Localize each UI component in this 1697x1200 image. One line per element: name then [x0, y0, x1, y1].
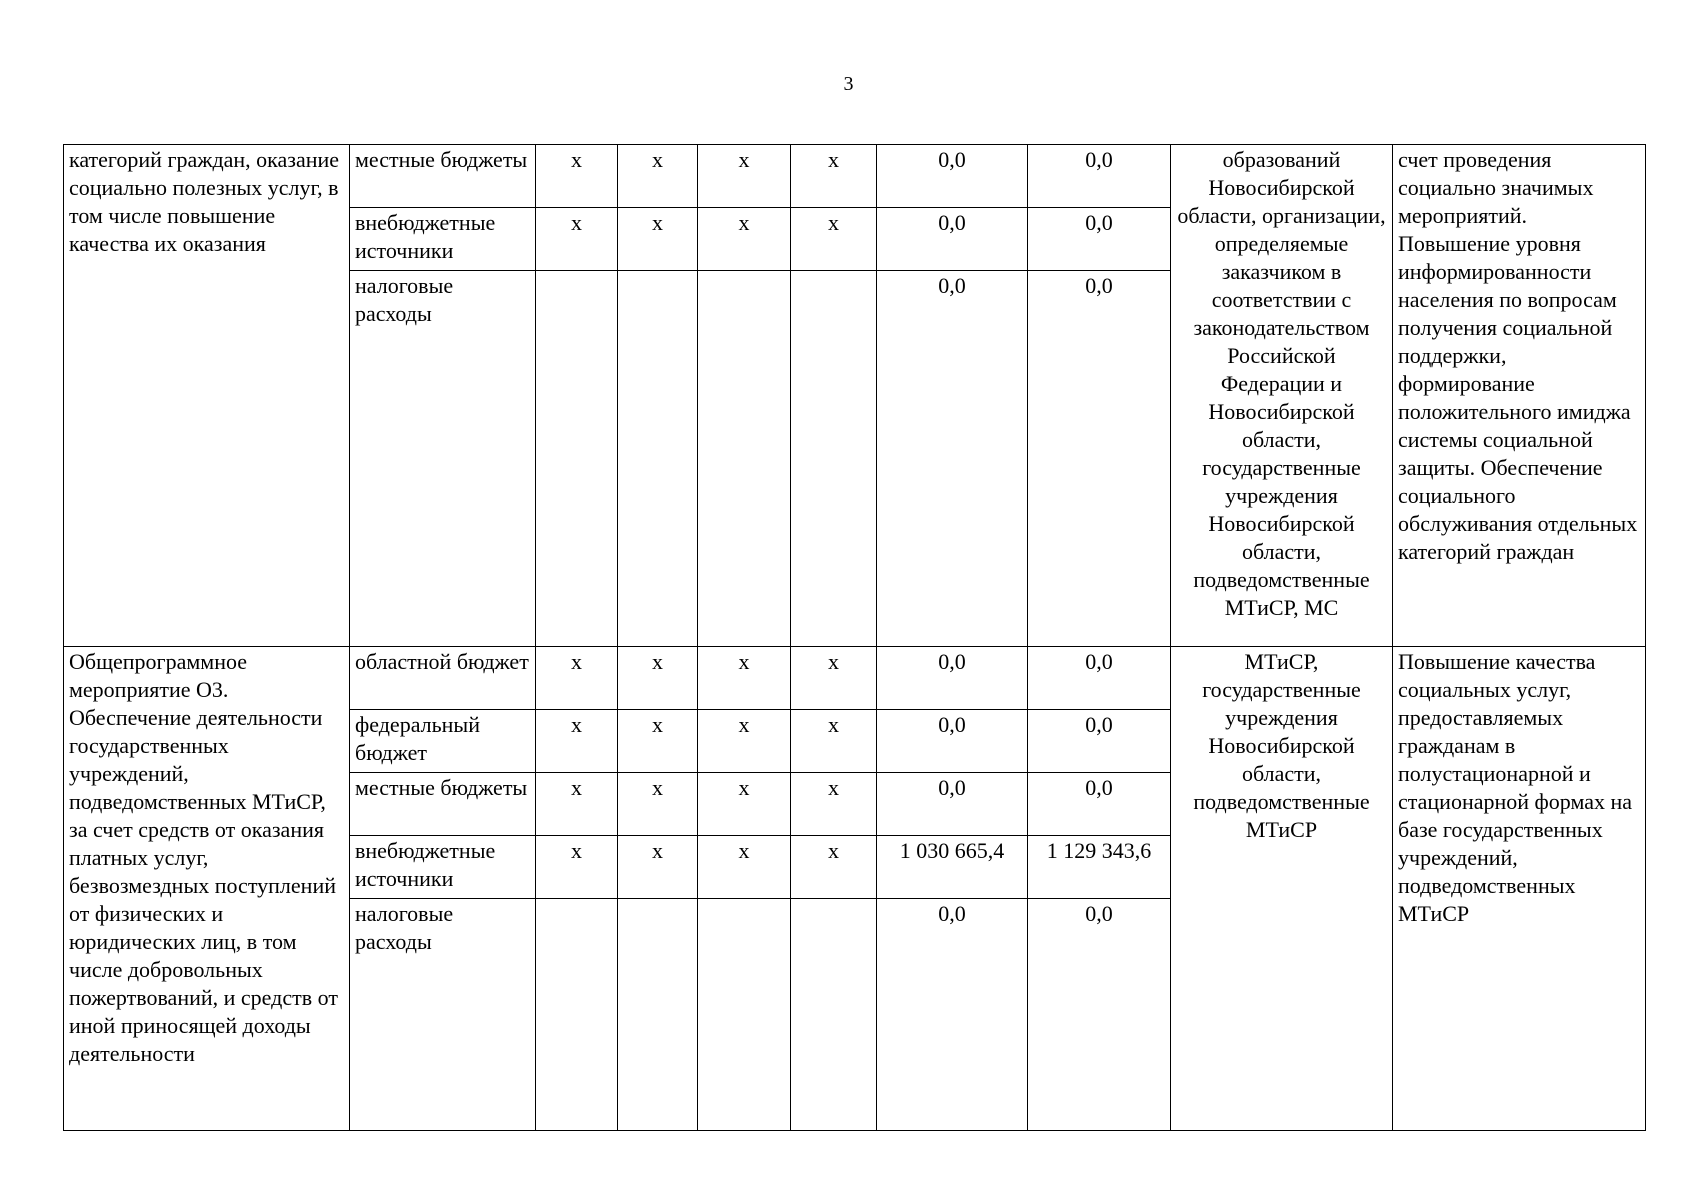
- indicator-cell: х: [698, 208, 791, 271]
- indicator-cell: [536, 899, 618, 1131]
- executor-cell: образований Новосибирской области, организации, определяемые заказчиком в соответствии с законодательством Российской Федерации и Новосибирской области, государственные учреждения Новосибирской области, подведомственные МТиСР, МС: [1171, 145, 1393, 647]
- funding-source-cell: областной бюджет: [350, 647, 536, 710]
- indicator-cell: х: [618, 208, 698, 271]
- indicator-cell: х: [791, 710, 877, 773]
- indicator-cell: х: [536, 647, 618, 710]
- page-number: 3: [843, 73, 854, 95]
- indicator-cell: х: [618, 836, 698, 899]
- amount-cell: 0,0: [877, 271, 1028, 647]
- amount-cell: 0,0: [1028, 710, 1171, 773]
- amount-cell: 0,0: [877, 208, 1028, 271]
- indicator-cell: х: [791, 145, 877, 208]
- amount-cell: 0,0: [877, 145, 1028, 208]
- indicator-cell: х: [698, 647, 791, 710]
- indicator-cell: х: [618, 647, 698, 710]
- funding-source-cell: местные бюджеты: [350, 773, 536, 836]
- amount-cell: 0,0: [1028, 647, 1171, 710]
- indicator-cell: [791, 899, 877, 1131]
- amount-cell: 0,0: [1028, 145, 1171, 208]
- amount-cell: 0,0: [877, 647, 1028, 710]
- amount-cell: 0,0: [877, 710, 1028, 773]
- amount-cell: 1 129 343,6: [1028, 836, 1171, 899]
- indicator-cell: [618, 271, 698, 647]
- amount-cell: 1 030 665,4: [877, 836, 1028, 899]
- indicator-cell: х: [791, 208, 877, 271]
- indicator-cell: [698, 899, 791, 1131]
- indicator-cell: х: [791, 836, 877, 899]
- activity-description-cell: категорий граждан, оказание социально полезных услуг, в том числе повышение качества их оказания: [64, 145, 350, 647]
- indicator-cell: х: [536, 145, 618, 208]
- amount-cell: 0,0: [1028, 773, 1171, 836]
- program-activities-table: [63, 144, 1646, 1131]
- amount-cell: 0,0: [877, 773, 1028, 836]
- funding-source-cell: федеральный бюджет: [350, 710, 536, 773]
- indicator-cell: х: [618, 710, 698, 773]
- indicator-cell: х: [618, 773, 698, 836]
- indicator-cell: х: [536, 710, 618, 773]
- indicator-cell: [618, 899, 698, 1131]
- indicator-cell: х: [536, 836, 618, 899]
- funding-source-cell: налоговые расходы: [350, 271, 536, 647]
- indicator-cell: [791, 271, 877, 647]
- indicator-cell: х: [536, 208, 618, 271]
- indicator-cell: х: [698, 710, 791, 773]
- expected-result-cell: счет проведения социально значимых мероприятий. Повышение уровня информированности населения по вопросам получения социальной поддержки, формирование положительного имиджа системы социальной защиты. Обеспечение социального обслуживания отдельных категорий граждан: [1393, 145, 1646, 647]
- expected-result-cell: Повышение качества социальных услуг, предоставляемых гражданам в полустационарной и стационарной формах на базе государственных учреждений, подведомственных МТиСР: [1393, 647, 1646, 1131]
- indicator-cell: х: [698, 836, 791, 899]
- indicator-cell: х: [618, 145, 698, 208]
- indicator-cell: х: [791, 773, 877, 836]
- funding-source-cell: местные бюджеты: [350, 145, 536, 208]
- indicator-cell: х: [698, 145, 791, 208]
- amount-cell: 0,0: [1028, 271, 1171, 647]
- amount-cell: 0,0: [1028, 208, 1171, 271]
- amount-cell: 0,0: [877, 899, 1028, 1131]
- funding-source-cell: внебюджетные источники: [350, 836, 536, 899]
- indicator-cell: х: [791, 647, 877, 710]
- indicator-cell: х: [698, 773, 791, 836]
- executor-cell: МТиСР, государственные учреждения Новосибирской области, подведомственные МТиСР: [1171, 647, 1393, 1131]
- table-row: [64, 647, 1646, 710]
- funding-source-cell: внебюджетные источники: [350, 208, 536, 271]
- funding-source-cell: налоговые расходы: [350, 899, 536, 1131]
- indicator-cell: [536, 271, 618, 647]
- indicator-cell: [698, 271, 791, 647]
- table-row: [64, 145, 1646, 208]
- indicator-cell: х: [536, 773, 618, 836]
- amount-cell: 0,0: [1028, 899, 1171, 1131]
- activity-description-cell: Общепрограммное мероприятие О3. Обеспечение деятельности государственных учреждений, подведомственных МТиСР, за счет средств от оказания платных услуг, безвозмездных поступлений от физических и юридических лиц, в том числе добровольных пожертвований, и средств от иной приносящей доходы деятельности: [64, 647, 350, 1131]
